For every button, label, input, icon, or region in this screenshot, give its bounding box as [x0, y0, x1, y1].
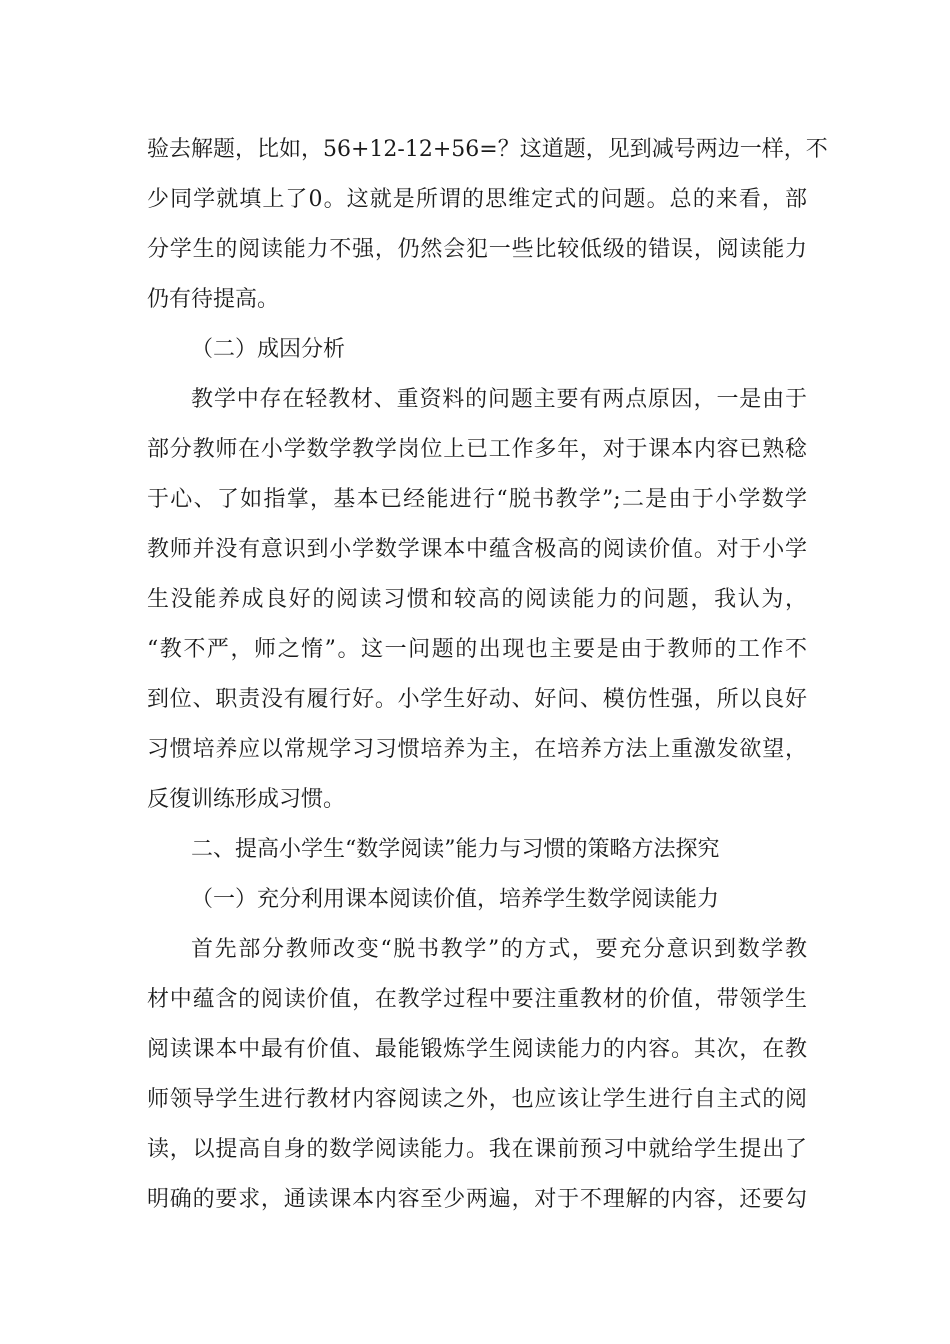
- section-heading: （二）成因分析: [191, 337, 346, 362]
- body-text-line: 少同学就填上了0。这就是所谓的思维定式的问题。总的来看，部: [147, 187, 807, 212]
- body-text-line: 分学生的阅读能力不强，仍然会犯一些比较低级的错误，阅读能力: [147, 237, 807, 262]
- body-text-line: 生没能养成良好的阅读习惯和较高的阅读能力的问题，我认为，: [147, 587, 807, 612]
- body-text-line: 教师并没有意识到小学数学课本中蕴含极高的阅读价值。对于小学: [147, 537, 807, 562]
- body-text-line: 仍有待提高。: [147, 287, 280, 312]
- body-text-line: 阅读课本中最有价值、最能锻炼学生阅读能力的内容。其次，在教: [147, 1037, 807, 1062]
- paragraph-first-line: 首先部分教师改变“脱书教学”的方式，要充分意识到数学教: [191, 937, 807, 962]
- paragraph-first-line: 教学中存在轻教材、重资料的问题主要有两点原因，一是由于: [191, 387, 807, 412]
- body-text-line: 反復训练形成习惯。: [147, 787, 346, 812]
- section-heading: （一）充分利用课本阅读价值，培养学生数学阅读能力: [191, 887, 720, 912]
- body-text-line: 到位、职责没有履行好。小学生好动、好问、模仿性强，所以良好: [147, 687, 807, 712]
- body-text-line: 读，以提高自身的数学阅读能力。我在课前预习中就给学生提出了: [147, 1137, 807, 1162]
- body-text-line: 验去解题，比如，56+12-12+56=？这道题，见到减号两边一样，不: [147, 137, 828, 162]
- body-text-line: 习惯培养应以常规学习习惯培养为主，在培养方法上重激发欲望，: [147, 737, 807, 762]
- body-text-line: 明确的要求，通读课本内容至少两遍，对于不理解的内容，还要勾: [147, 1187, 807, 1212]
- chapter-heading: 二、提高小学生“数学阅读”能力与习惯的策略方法探究: [191, 837, 720, 862]
- body-text-line: 师领导学生进行教材内容阅读之外，也应该让学生进行自主式的阅: [147, 1087, 807, 1112]
- body-text-line: 部分教师在小学数学教学岗位上已工作多年，对于课本内容已熟稔: [147, 437, 807, 462]
- body-text-line: 材中蕴含的阅读价值，在教学过程中要注重教材的价值，带领学生: [147, 987, 807, 1012]
- body-text-line: “教不严，师之惰”。这一问题的出现也主要是由于教师的工作不: [147, 637, 807, 662]
- body-text-line: 于心、了如指掌，基本已经能进行“脱书教学”;二是由于小学数学: [147, 487, 807, 512]
